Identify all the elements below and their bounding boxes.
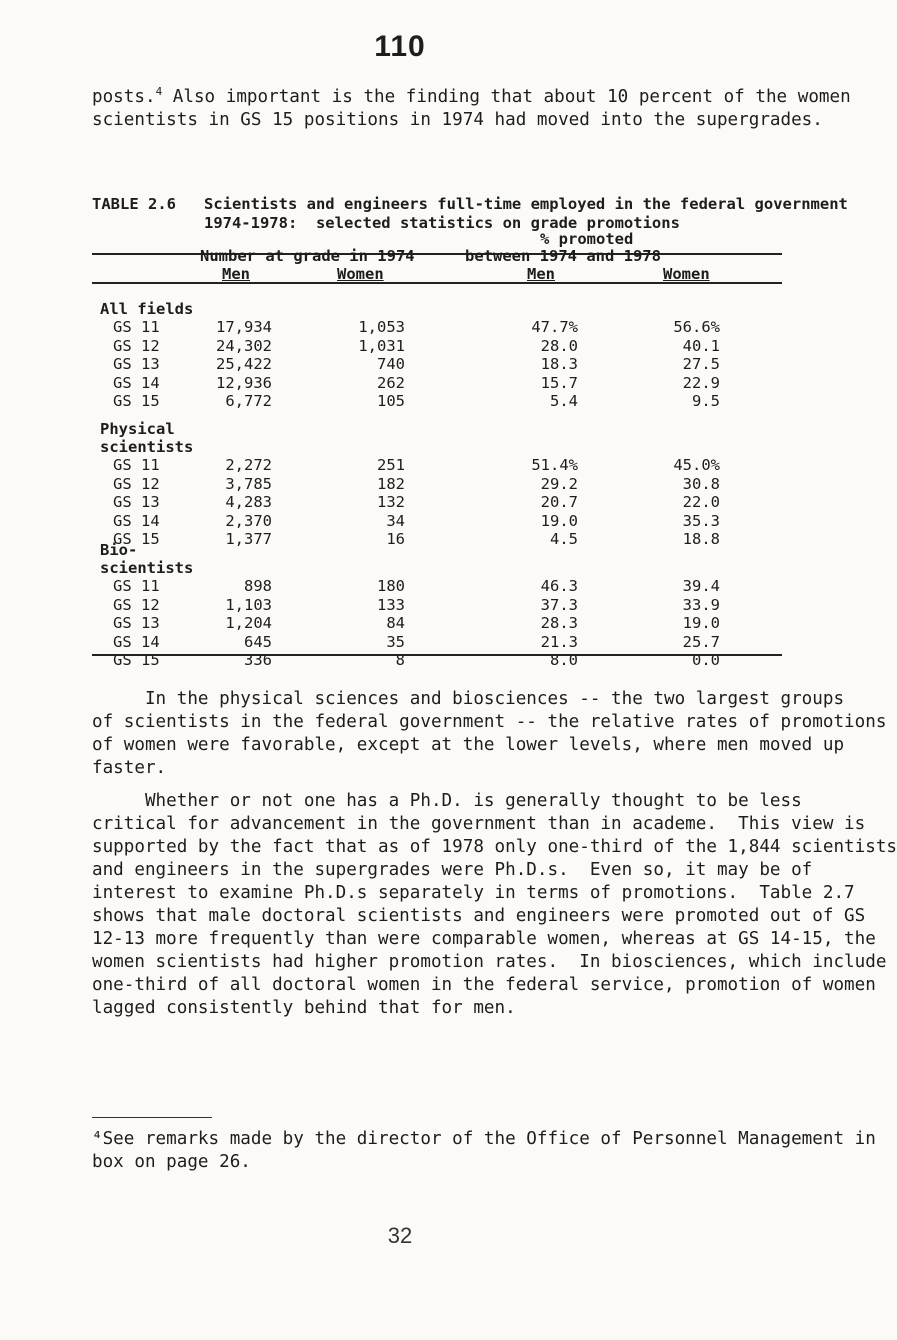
women-percent-cell: 30.8 — [682, 474, 720, 493]
grade-cell: GS 12 — [113, 474, 160, 493]
women-percent-cell: 19.0 — [682, 614, 720, 633]
table-row — [0, 392, 800, 410]
women-percent-cell: 22.0 — [682, 493, 720, 512]
women-count-cell: 105 — [377, 392, 405, 411]
col-header-women-1974: Women — [337, 265, 384, 283]
col-header-men-promoted: Men — [527, 265, 555, 283]
header-percent-promoted: % promoted — [540, 230, 634, 248]
men-percent-cell: 37.3 — [540, 595, 578, 614]
table-top-rule — [92, 253, 782, 255]
table-caption — [92, 195, 848, 233]
women-count-cell: 8 — [395, 651, 405, 670]
men-count-cell: 1,103 — [225, 595, 272, 614]
men-count-cell: 1,377 — [225, 530, 272, 549]
women-percent-cell: 22.9 — [682, 373, 720, 392]
table-row — [0, 614, 800, 632]
men-count-cell: 2,370 — [225, 511, 272, 530]
grade-cell: GS 13 — [113, 355, 160, 374]
grade-cell: GS 13 — [113, 493, 160, 512]
col-header-women-promoted: Women — [663, 265, 710, 283]
table-row — [0, 337, 800, 355]
grade-cell: GS 11 — [113, 456, 160, 474]
women-percent-cell: 56.6% — [673, 318, 720, 336]
intro-paragraph — [92, 80, 851, 132]
grade-cell: GS 14 — [113, 632, 160, 651]
grade-cell: GS 12 — [113, 595, 160, 614]
table-caption-line2: 1974-1978: selected statistics on grade promotions — [92, 214, 680, 232]
table-row — [0, 577, 800, 595]
men-count-cell: 4,283 — [225, 493, 272, 512]
women-percent-cell: 33.9 — [682, 595, 720, 614]
grade-cell: GS 14 — [113, 511, 160, 530]
grade-cell: GS 12 — [113, 336, 160, 355]
men-count-cell: 2,272 — [225, 456, 272, 474]
women-count-cell: 1,053 — [358, 318, 405, 336]
women-count-cell: 740 — [377, 355, 405, 374]
men-count-cell: 1,204 — [225, 614, 272, 633]
women-percent-cell: 27.5 — [682, 355, 720, 374]
women-count-cell: 262 — [377, 373, 405, 392]
footer-page-number: 32 — [387, 1223, 413, 1248]
group-label: Bio- scientists — [100, 541, 194, 577]
table-row — [0, 493, 800, 511]
men-count-cell: 898 — [244, 577, 272, 595]
table-row — [0, 475, 800, 493]
women-count-cell: 1,031 — [358, 336, 405, 355]
intro-line2: scientists in GS 15 positions in 1974 had moved into the supergrades. — [92, 109, 823, 130]
men-percent-cell: 8.0 — [550, 651, 578, 670]
men-count-cell: 12,936 — [216, 373, 272, 392]
grade-cell: GS 15 — [113, 392, 160, 411]
men-percent-cell: 4.5 — [550, 530, 578, 549]
table-header-rule — [92, 282, 782, 284]
women-count-cell: 84 — [386, 614, 405, 633]
grade-cell: GS 11 — [113, 318, 160, 336]
grade-cell: GS 15 — [113, 651, 160, 670]
men-percent-cell: 28.3 — [540, 614, 578, 633]
header-number-at-grade: Number at grade in 1974 — [200, 247, 415, 265]
men-percent-cell: 47.7% — [531, 318, 578, 336]
men-percent-cell: 15.7 — [540, 373, 578, 392]
grade-cell: GS 15 — [113, 530, 160, 549]
men-percent-cell: 28.0 — [540, 336, 578, 355]
footnote-text: ⁴See remarks made by the director of the Office of Personnel Management in box on page 26. — [92, 1129, 876, 1172]
table-caption-line1: TABLE 2.6 Scientists and engineers full-time employed in the federal government — [92, 195, 848, 213]
men-count-cell: 6,772 — [225, 392, 272, 411]
men-count-cell: 17,934 — [216, 318, 272, 336]
table-row — [0, 512, 800, 530]
table-row — [0, 456, 800, 474]
men-count-cell: 336 — [244, 651, 272, 670]
grade-cell: GS 13 — [113, 614, 160, 633]
women-count-cell: 16 — [386, 530, 405, 549]
table-row — [0, 355, 800, 373]
header-between-years: between 1974 and 1978 — [465, 247, 661, 265]
men-percent-cell: 21.3 — [540, 632, 578, 651]
men-percent-cell: 46.3 — [540, 577, 578, 595]
women-percent-cell: 25.7 — [682, 632, 720, 651]
women-count-cell: 251 — [377, 456, 405, 474]
women-percent-cell: 0.0 — [692, 651, 720, 670]
paragraph-physical-biosciences: In the physical sciences and biosciences -- the two largest groups of scientists in the federal government -- the relative rates of promotions of women were favorable, except at the lower levels, where men moved up faster. — [92, 689, 887, 778]
table-row — [0, 596, 800, 614]
men-percent-cell: 51.4% — [531, 456, 578, 474]
col-header-men-1974: Men — [222, 265, 250, 283]
women-percent-cell: 18.8 — [682, 530, 720, 549]
paragraph-phd: Whether or not one has a Ph.D. is generally thought to be less critical for advancement in the government than in academe. This view is supported by the fact that as of 1978 only one-third of the 1,844 scientists and engineers in the supergrades were Ph.D.s. Even so, it may be of interest to examine Ph.D.s separately in terms of promotions. Table 2.7 shows that male doctoral scientists and engineers were promoted out of GS 12-13 more frequently than were comparable women, whereas at GS 14-15, the women scientists had higher promotion rates. In biosciences, which include one-third of all doctoral women in the federal service, promotion of women lagged consistently behind that for men. — [92, 791, 897, 1018]
women-percent-cell: 39.4 — [682, 577, 720, 595]
women-count-cell: 133 — [377, 595, 405, 614]
men-count-cell: 3,785 — [225, 474, 272, 493]
men-percent-cell: 18.3 — [540, 355, 578, 374]
men-percent-cell: 20.7 — [540, 493, 578, 512]
women-count-cell: 182 — [377, 474, 405, 493]
page-number: 110 — [374, 30, 426, 63]
grade-cell: GS 11 — [113, 577, 160, 595]
men-count-cell: 645 — [244, 632, 272, 651]
intro-line1-rest: Also important is the finding that about 10 percent of the women — [162, 86, 851, 107]
group-label: Physical scientists — [100, 420, 194, 456]
grade-cell: GS 14 — [113, 373, 160, 392]
women-count-cell: 35 — [386, 632, 405, 651]
women-count-cell: 34 — [386, 511, 405, 530]
women-percent-cell: 9.5 — [692, 392, 720, 411]
intro-line1-prefix: posts. — [92, 86, 156, 107]
women-percent-cell: 35.3 — [682, 511, 720, 530]
table-row — [0, 374, 800, 392]
footnote-mark: 4 — [155, 85, 163, 98]
group-label: All fields — [100, 300, 194, 318]
table-row — [0, 633, 800, 651]
men-percent-cell: 19.0 — [540, 511, 578, 530]
men-count-cell: 25,422 — [216, 355, 272, 374]
women-percent-cell: 45.0% — [673, 456, 720, 474]
table-row — [0, 318, 800, 336]
men-percent-cell: 29.2 — [540, 474, 578, 493]
men-count-cell: 24,302 — [216, 336, 272, 355]
men-percent-cell: 5.4 — [550, 392, 578, 411]
footnote-rule — [92, 1117, 212, 1118]
women-percent-cell: 40.1 — [682, 336, 720, 355]
table-bottom-rule — [92, 654, 782, 656]
women-count-cell: 180 — [377, 577, 405, 595]
women-count-cell: 132 — [377, 493, 405, 512]
